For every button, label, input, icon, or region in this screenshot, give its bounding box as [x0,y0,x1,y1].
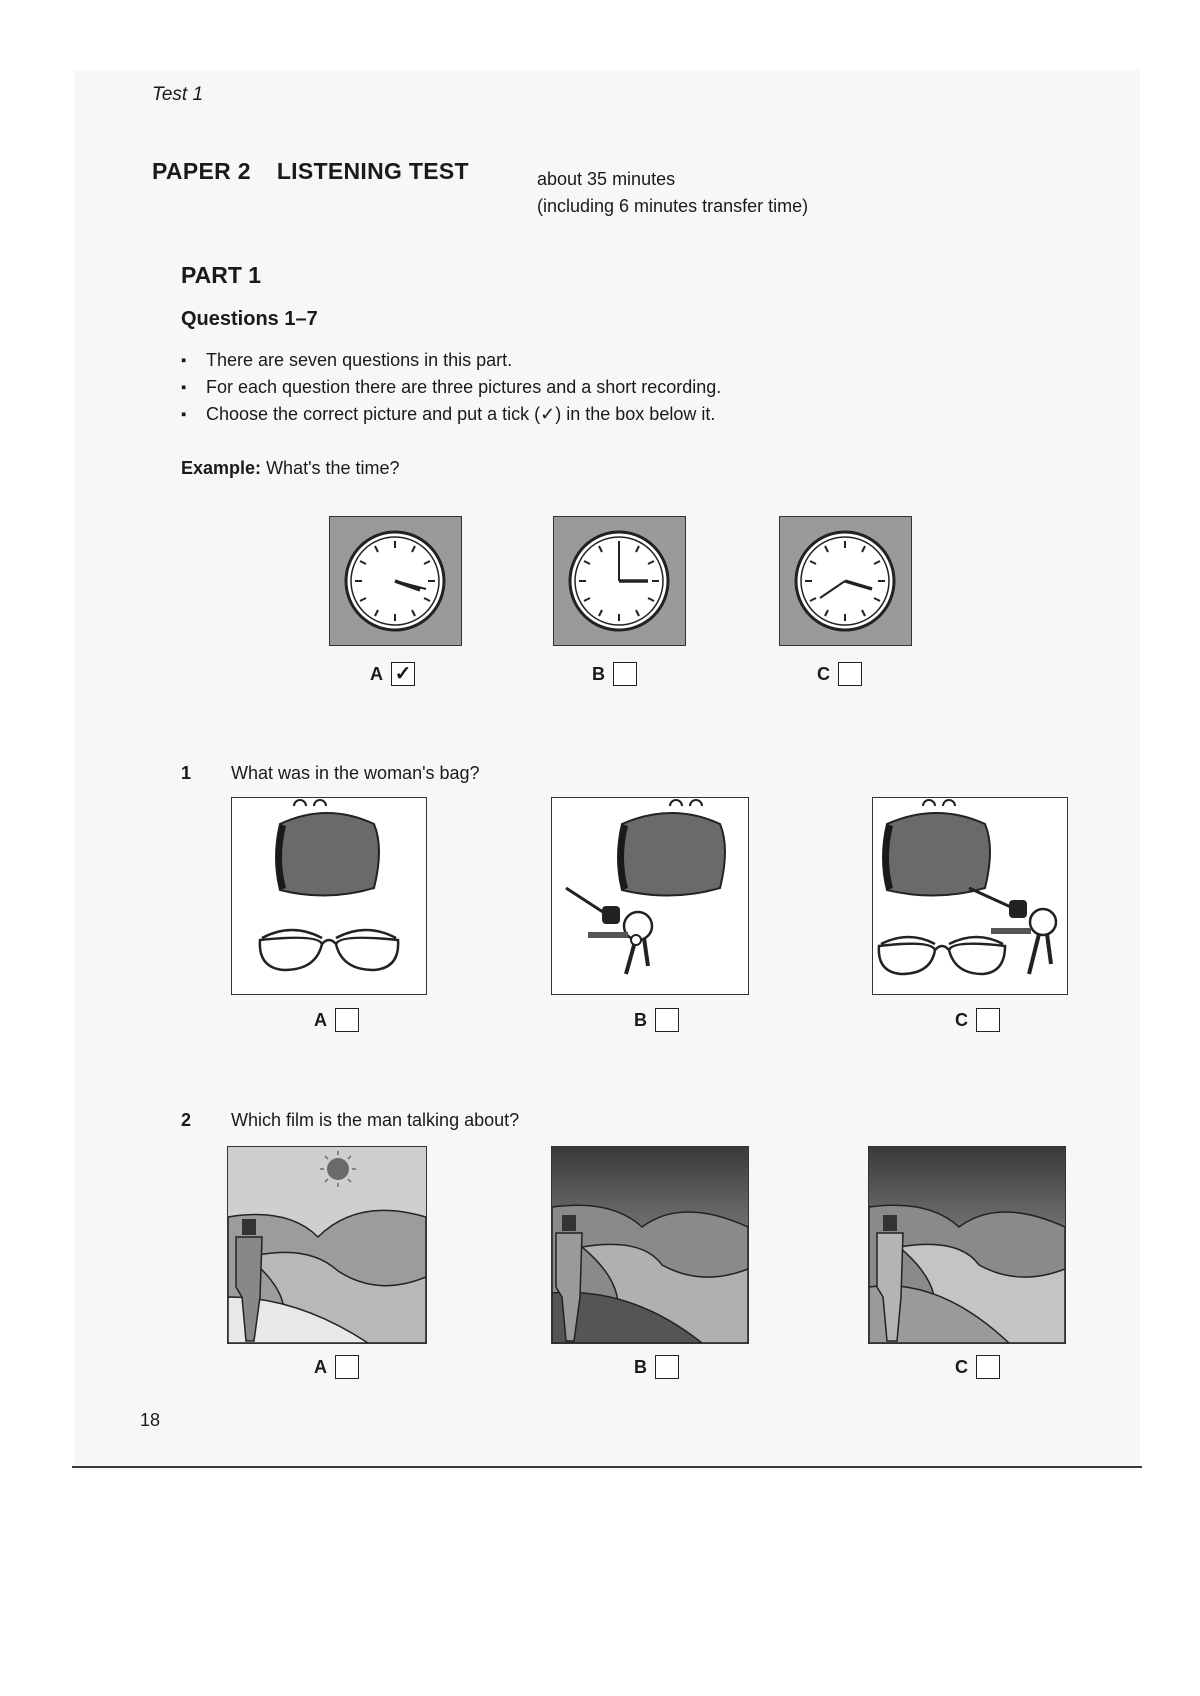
answer-checkbox[interactable] [655,1355,679,1379]
paper-number: PAPER 2 [152,158,251,184]
clock-picture-a [329,516,462,646]
part-title: PART 1 [181,262,262,288]
question-number: 1 [181,763,192,783]
q2-picture-a [227,1146,427,1344]
option-letter: A [314,1009,327,1030]
example-option-a [370,662,415,686]
purse-and-keys-icon [552,798,748,994]
paper-name: LISTENING TEST [276,158,469,184]
q2-picture-c [868,1146,1066,1344]
option-letter: C [955,1356,968,1377]
answer-checkbox[interactable] [838,662,862,686]
example-option-c [817,662,862,686]
instruction-item: ▪ Choose the correct picture and put a tick (✓) in the box below it. [181,401,721,428]
instructions-list [181,347,721,428]
answer-checkbox[interactable] [655,1008,679,1032]
answer-checkbox[interactable] [613,662,637,686]
example-label: Example: [181,458,262,478]
clock-picture-b [553,516,686,646]
paper-duration [537,166,808,220]
q1-picture-c [872,797,1068,995]
question-text: Which film is the man talking about? [231,1110,520,1130]
duration-line-2: (including 6 minutes transfer time) [537,196,809,216]
landscape-evening-icon [869,1147,1065,1343]
answer-checkbox[interactable] [335,1008,359,1032]
question-text: What was in the woman's bag? [231,763,480,783]
q1-picture-a [231,797,427,995]
instruction-item: ▪ For each question there are three pictures and a short recording. [181,374,721,401]
answer-checkbox[interactable] [335,1355,359,1379]
q1-option-b [634,1008,679,1032]
purse-keys-and-glasses-icon [873,798,1067,994]
example-prompt [181,458,400,479]
q1-option-a [314,1008,359,1032]
clock-icon [554,517,685,645]
option-letter: C [955,1009,968,1030]
clock-icon [330,517,461,645]
landscape-evening-icon [552,1147,748,1343]
page-divider [72,1466,1142,1468]
option-letter: B [592,663,605,684]
instruction-item: ▪ There are seven questions in this part. [181,347,721,374]
option-letter: A [370,663,383,684]
example-option-b [592,662,637,686]
q1-option-c [955,1008,1000,1032]
paper-title [152,158,469,185]
option-letter: B [634,1356,647,1377]
clock-icon [780,517,911,645]
option-letter: B [634,1009,647,1030]
question-number: 2 [181,1110,192,1130]
answer-checkbox[interactable] [976,1355,1000,1379]
q2-option-c [955,1355,1000,1379]
page-number: 18 [140,1410,161,1430]
test-label: Test 1 [152,84,204,105]
q2-option-b [634,1355,679,1379]
duration-line-1: about 35 minutes [537,169,676,189]
q2-picture-b [551,1146,749,1344]
answer-checkbox[interactable]: ✓ [391,662,415,686]
clock-picture-c [779,516,912,646]
answer-checkbox[interactable] [976,1008,1000,1032]
landscape-day-icon [228,1147,426,1343]
questions-range: Questions 1–7 [181,308,318,330]
purse-and-glasses-icon [232,798,426,994]
option-letter: C [817,663,830,684]
q2-option-a [314,1355,359,1379]
example-question: What's the time? [266,458,400,478]
q1-picture-b [551,797,749,995]
option-letter: A [314,1356,327,1377]
